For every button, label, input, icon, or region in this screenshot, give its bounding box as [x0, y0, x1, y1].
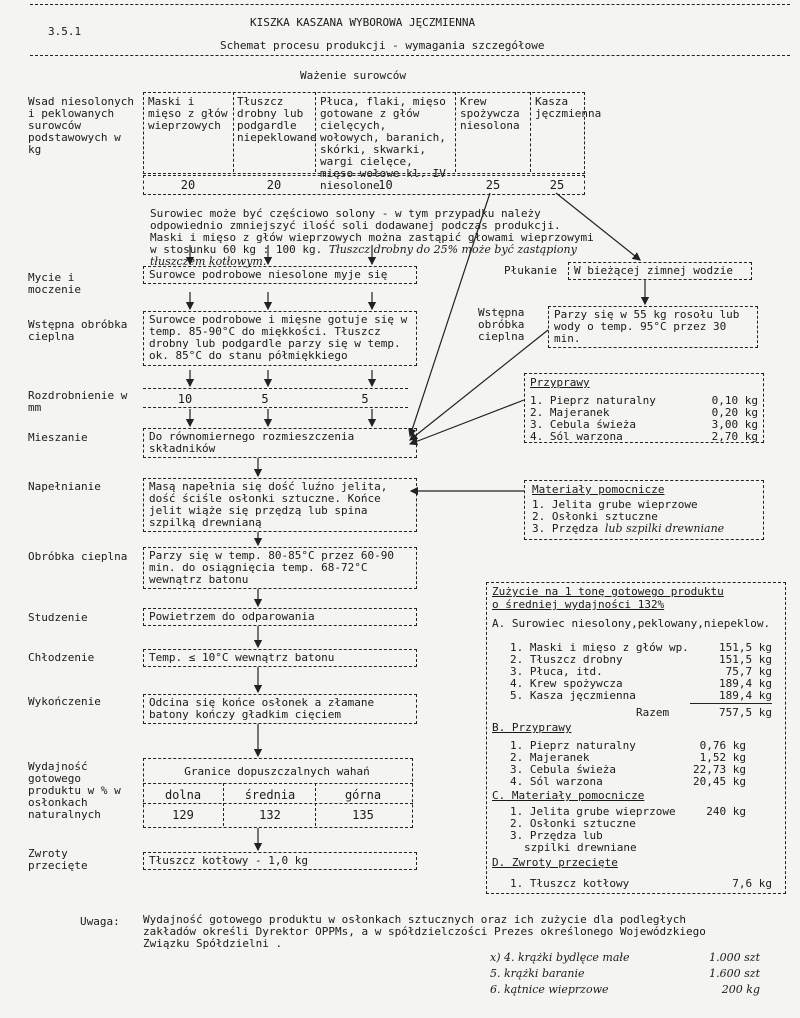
- usage-a-item: 4. Krew spożywcza: [510, 677, 623, 690]
- label-napelnianie: Napełnianie: [28, 480, 101, 493]
- label-chlodzenie: Chłodzenie: [28, 651, 95, 664]
- usage-d-item: 1. Tłuszcz kotłowy: [510, 877, 630, 890]
- label-wydajnosc: Wydajność gotowego produktu w % w osłonkach naturalnych: [28, 760, 121, 821]
- document-title: KISZKA KASZANA WYBOROWA JĘCZMIENNA: [250, 16, 476, 29]
- usage-c-item: 3. Przędza lub: [510, 829, 603, 842]
- qty-2: 20: [266, 178, 282, 192]
- usage-title-2: o średniej wydajności 132%: [492, 598, 665, 611]
- qty-4: 25: [485, 178, 501, 192]
- qty-3: 10: [378, 178, 393, 192]
- yield-col-dolna: dolna: [164, 788, 202, 802]
- footer-hand-item: x) 4. krążki bydlęce małe: [490, 951, 630, 964]
- rozdrobnienie-2: 5: [261, 392, 269, 406]
- materialy-item-3: 3. Przędza lub szpilki drewniane: [532, 522, 725, 535]
- raw-material-2: Tłuszcz drobny lub podgardle niepeklowane: [237, 95, 317, 144]
- usage-c-item: 1. Jelita grube wieprzowe: [510, 805, 676, 818]
- usage-c-title: C. Materiały pomocnicze: [492, 789, 645, 802]
- label-studzenie: Studzenie: [28, 611, 88, 624]
- yield-val-srednia: 132: [259, 808, 281, 822]
- usage-razem-value: 757,5 kg: [719, 706, 772, 719]
- yield-header: Granice dopuszczalnych wahań: [184, 765, 370, 778]
- usage-b-item: 1. Pieprz naturalny: [510, 739, 636, 752]
- raw-material-1: Maski i mięso z głów wieprzowych: [148, 95, 228, 132]
- qty-1: 20: [180, 178, 196, 192]
- przyprawy-item: 4. Sól warzona: [530, 430, 623, 443]
- usage-a-item: 5. Kasza jęczmienna: [510, 689, 636, 702]
- page-number: 3.5.1: [48, 25, 82, 38]
- step-napelnianie: Masą napełnia się dość luźno jelita, dość ściśle osłonki sztuczne. Końce jelit wiąże się przędzą lub spina szpilką drewnianą: [143, 478, 417, 532]
- usage-a-item: 1. Maski i mięso z głów wp.: [510, 641, 689, 654]
- rozdrobnienie-1: 10: [177, 392, 193, 406]
- usage-c-item: szpilki drewniane: [524, 841, 637, 854]
- label-wstepna: Wstępna obróbka cieplna: [28, 318, 128, 343]
- przyprawy-item: 2. Majeranek: [530, 406, 610, 419]
- usage-title-1: Zużycie na 1 tonę gotowego produktu: [492, 585, 724, 598]
- yield-col-gorna: górna: [344, 788, 382, 802]
- raw-material-4: Krew spożywcza niesolona: [460, 95, 520, 132]
- note-top-handwritten: Tłuszcz drobny do 25% może być zastąpiony tłuszczem kotłowym.: [150, 243, 577, 268]
- label-wsad: Wsad niesolonych i peklowanych surowców podstawowych w kg: [28, 95, 134, 156]
- usage-c-item: 2. Osłonki sztuczne: [510, 817, 636, 830]
- step-wykonczenie: Odcina się końce osłonek a złamane batony kończy gładkim cięciem: [143, 694, 417, 724]
- footer-hand-item: 5. krążki baranie: [490, 967, 585, 980]
- document-subtitle: Schemat procesu produkcji - wymagania szczegółowe: [220, 39, 545, 52]
- label-rozdrobnienie: Rozdrobnienie w mm: [28, 389, 128, 414]
- usage-razem-label: Razem: [636, 706, 670, 719]
- usage-a-item: 3. Płuca, itd.: [510, 665, 603, 678]
- label-zwroty: Zwroty przecięte: [28, 847, 88, 872]
- przyprawy-item: 3. Cebula świeża: [530, 418, 636, 431]
- usage-d-title: D. Zwroty przecięte: [492, 856, 618, 869]
- step-mycie: Surowce podrobowe niesolone myje się: [143, 266, 417, 284]
- note-top: Surowiec może być częściowo solony - w tym przypadku należy odpowiednio zmniejszyć ilość soli dodawanej podczas produkcji. Maski i mięso z głów wieprzowych można zastąpić głowami wieprzowymi w stosunku 60 kg : 100 kg. Tłuszcz drobny do 25% może być zastąpiony tłuszczem kotłowym.: [150, 207, 594, 268]
- label-mycie: Mycie i moczenie: [28, 271, 81, 296]
- plukanie-label: Płukanie: [504, 264, 557, 277]
- uwaga-label: Uwaga:: [80, 915, 120, 928]
- usage-a-title: A. Surowiec niesolony,peklowany,niepeklow.: [492, 617, 771, 630]
- step-studzenie: Powietrzem do odparowania: [143, 608, 417, 626]
- section-title: Ważenie surowców: [300, 69, 406, 82]
- footer-hand-item: 6. kątnice wieprzowe: [490, 983, 609, 996]
- materialy-item-2: 2. Osłonki sztuczne: [532, 510, 658, 523]
- label-mieszanie: Mieszanie: [28, 431, 88, 444]
- przyprawy-item: 1. Pieprz naturalny: [530, 394, 656, 407]
- rozdrobnienie-3: 5: [361, 392, 369, 406]
- yield-val-dolna: 129: [172, 808, 194, 822]
- usage-b-item: 3. Cebula świeża: [510, 763, 616, 776]
- yield-val-gorna: 135: [352, 808, 374, 822]
- step-mieszanie: Do równomiernego rozmieszczenia składników: [143, 428, 417, 458]
- step-chlodzenie: Temp. ≤ 10°C wewnątrz batonu: [143, 649, 417, 667]
- step-wstepna: Surowce podrobowe i mięsne gotuje się w temp. 85-90°C do miękkości. Tłuszcz drobny lub podgardle parzy się w temp. ok. 85°C do stanu półmiękkiego: [143, 311, 417, 366]
- usage-b-item: 2. Majeranek: [510, 751, 590, 764]
- label-wykonczenie: Wykończenie: [28, 695, 101, 708]
- materialy-item-1: 1. Jelita grube wieprzowe: [532, 498, 698, 511]
- usage-a-item: 2. Tłuszcz drobny: [510, 653, 623, 666]
- kasza-wstepna-label: Wstępna obróbka cieplna: [478, 306, 525, 343]
- step-obrobka: Parzy się w temp. 80-85°C przez 60-90 min. do osiągnięcia temp. 68-72°C wewnątrz batonu: [143, 547, 417, 589]
- step-zwroty: Tłuszcz kotłowy - 1,0 kg: [143, 852, 417, 870]
- yield-col-srednia: średnia: [244, 788, 296, 802]
- materialy-title: Materiały pomocnicze: [532, 483, 665, 496]
- qty-5: 25: [549, 178, 565, 192]
- kasza-wstepna-box: Parzy się w 55 kg rosołu lub wody o temp. 95°C przez 30 min.: [548, 306, 758, 348]
- usage-b-title: B. Przyprawy: [492, 721, 572, 734]
- przyprawy-title: Przyprawy: [530, 376, 590, 389]
- plukanie-box: W bieżącej zimnej wodzie: [568, 262, 752, 280]
- label-obrobka: Obróbka cieplna: [28, 550, 128, 563]
- raw-material-3: Płuca, flaki, mięso gotowane z głów cielęcych, wołowych, baranich, skórki, skwarki, wargi cielęce, mięso wołowe kl. IV niesolone: [320, 95, 446, 192]
- raw-material-5: Kasza jęczmienna: [535, 95, 602, 120]
- uwaga-text: Wydajność gotowego produktu w osłonkach sztucznych oraz ich zużycie dla podległych zakładów określi Dyrektor OPPMs, a w spółdzielczości Prezes określonego Wojewódzkiego Związku Spółdzielni .: [143, 913, 706, 950]
- usage-b-item: 4. Sól warzona: [510, 775, 603, 788]
